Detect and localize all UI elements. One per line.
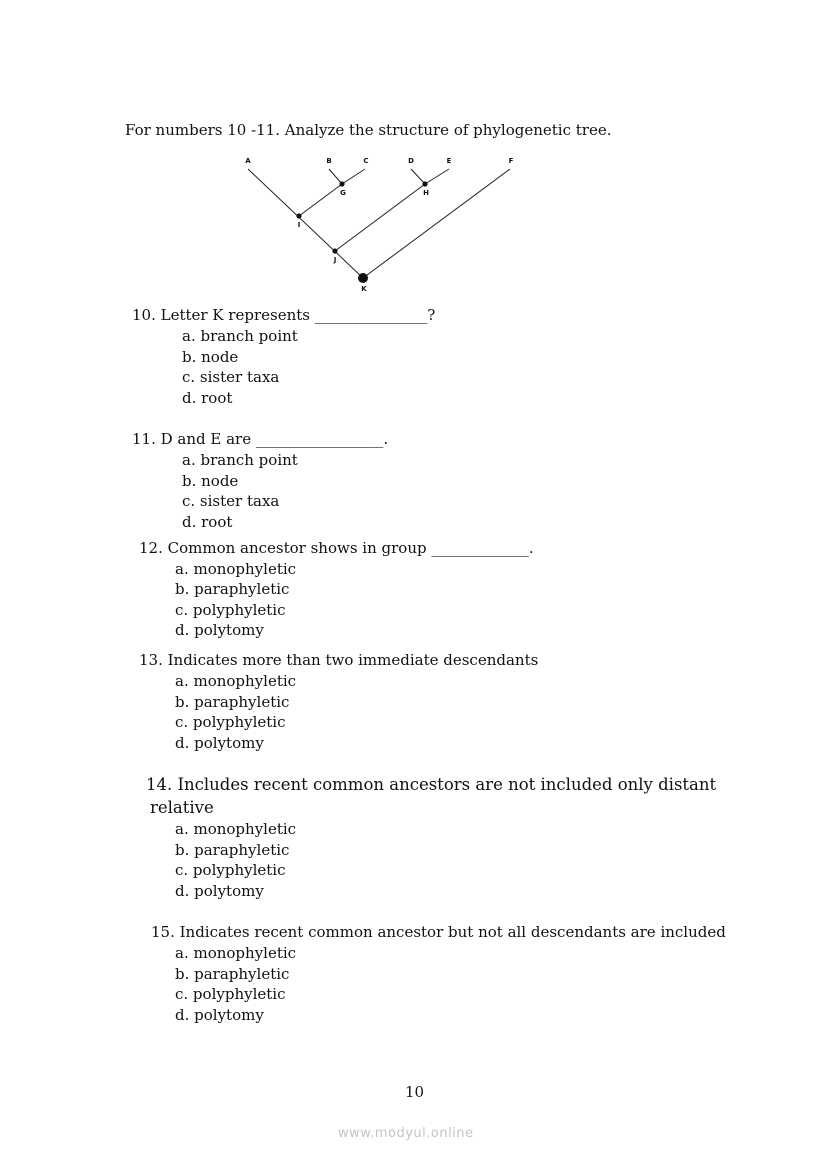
q14-option-c: c. polyphyletic (175, 861, 286, 879)
node-label-j: J (333, 256, 337, 264)
q11-option-c: c. sister taxa (182, 492, 280, 510)
question-15: 15. Indicates recent common ancestor but not all descendants are included (151, 923, 726, 941)
q12-option-d: d. polytomy (175, 621, 264, 639)
q13-option-c: c. polyphyletic (175, 713, 286, 731)
q15-option-b: b. paraphyletic (175, 965, 290, 983)
q13-option-a: a. monophyletic (175, 672, 297, 690)
watermark-text: www.modyul.online (338, 1126, 474, 1141)
branch-i-g (299, 184, 342, 216)
q12-option-b: b. paraphyletic (175, 580, 290, 598)
q14-option-d: d. polytomy (175, 882, 264, 900)
q10-option-b: b. node (182, 348, 239, 366)
node-i-dot (296, 213, 301, 218)
node-h-dot (422, 181, 427, 186)
q12-option-a: a. monophyletic (175, 560, 297, 578)
node-label-k: K (361, 285, 367, 293)
branch-k-f (363, 169, 510, 278)
q13-option-d: d. polytomy (175, 734, 264, 752)
branch-k-a (248, 169, 363, 278)
node-label-i: I (297, 221, 301, 229)
q10-option-c: c. sister taxa (182, 368, 280, 386)
q15-option-c: c. polyphyletic (175, 985, 286, 1003)
tip-label-b: B (326, 157, 332, 165)
node-j-dot (332, 248, 337, 253)
branch-g-b (329, 169, 342, 184)
phylogenetic-tree-diagram (230, 150, 530, 296)
question-14: 14. Includes recent common ancestors are not included only distant (146, 775, 717, 794)
question-13: 13. Indicates more than two immediate descendants (139, 651, 539, 669)
question-10: 10. Letter K represents _______________? (132, 306, 436, 324)
q10-option-d: d. root (182, 389, 233, 407)
branch-g-c (342, 169, 365, 184)
q10-option-a: a. branch point (182, 327, 298, 345)
page-number: 10 (405, 1083, 425, 1101)
node-label-h: H (423, 189, 429, 197)
question-11: 11. D and E are _________________. (132, 430, 389, 448)
q14-option-a: a. monophyletic (175, 820, 297, 838)
tip-label-d: D (408, 157, 414, 165)
branch-j-h (335, 184, 425, 251)
q15-option-d: d. polytomy (175, 1006, 264, 1024)
q11-option-a: a. branch point (182, 451, 298, 469)
question-12: 12. Common ancestor shows in group _____________. (139, 539, 534, 557)
tip-label-a: A (245, 157, 251, 165)
q14-option-b: b. paraphyletic (175, 841, 290, 859)
q11-option-d: d. root (182, 513, 233, 531)
q12-option-c: c. polyphyletic (175, 601, 286, 619)
branch-h-e (425, 169, 449, 184)
branch-h-d (411, 169, 425, 184)
tip-label-e: E (446, 157, 452, 165)
node-label-g: G (340, 189, 346, 197)
tip-label-f: F (508, 157, 514, 165)
q11-option-b: b. node (182, 472, 239, 490)
tip-label-c: C (363, 157, 369, 165)
q13-option-b: b. paraphyletic (175, 693, 290, 711)
node-g-dot (339, 181, 344, 186)
intro-text: For numbers 10 -11. Analyze the structure of phylogenetic tree. (125, 121, 612, 139)
question-14-continued: relative (150, 798, 214, 817)
node-k-root-dot (358, 273, 368, 283)
q15-option-a: a. monophyletic (175, 944, 297, 962)
